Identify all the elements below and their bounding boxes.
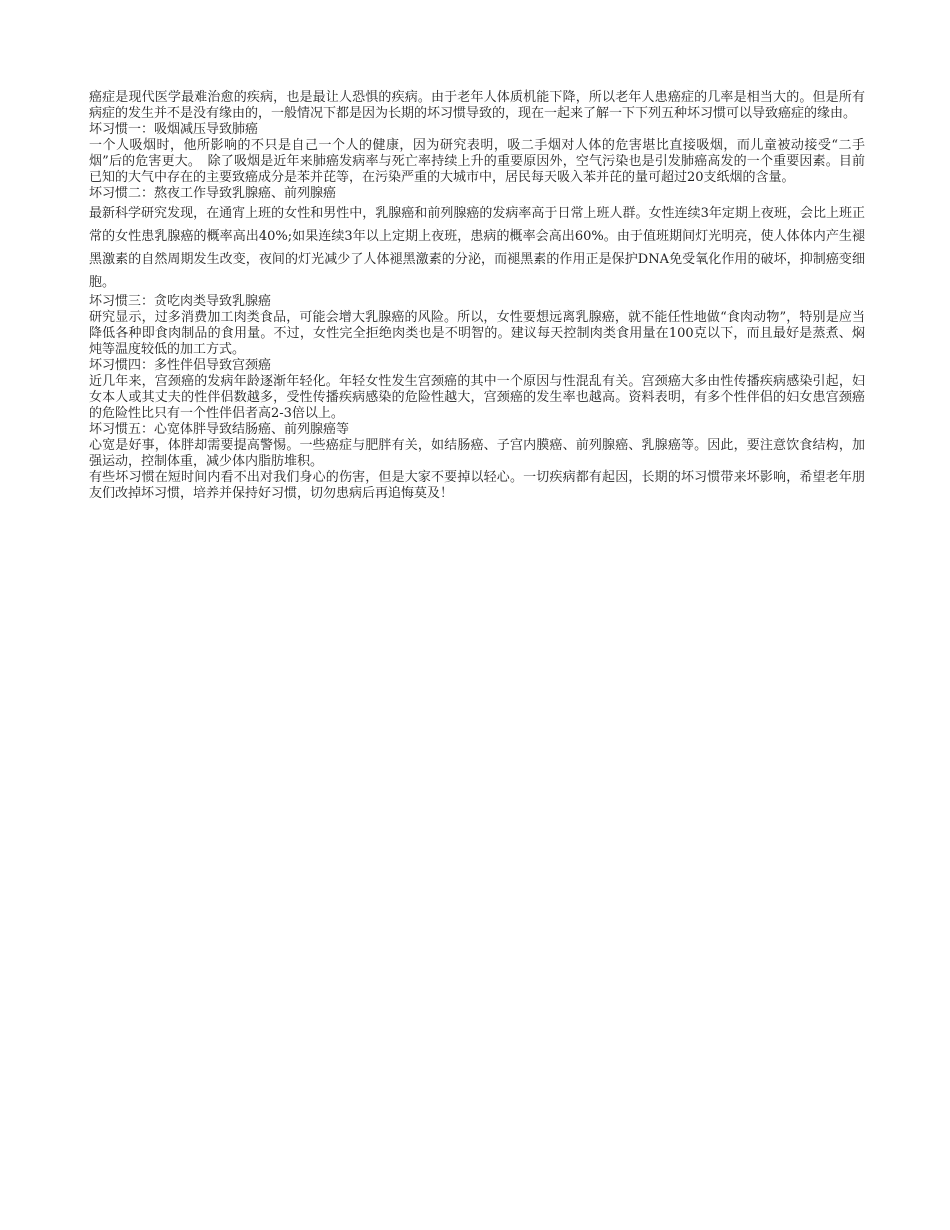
section-body-1: 一个人吸烟时，他所影响的不只是自己一个人的健康，因为研究表明，吸二手烟对人体的危害堪比直接吸烟，而儿童被动接受“二手烟”后的危害更大。 除了吸烟是近年来肺癌发病率与死亡率持续上升的重要原因外，空气污染也是引发肺癌高发的一个重要因素。目前已知的大气中存在的主要致癌成分是苯并芘等，在污染严重的大城市中，居民每天吸入苯并芘的量可超过20支纸烟的含量。 [89,138,865,185]
intro-paragraph: 癌症是现代医学最难治愈的疾病，也是最让人恐惧的疾病。由于老年人体质机能下降，所以老年人患癌症的几率是相当大的。但是所有病症的发生并不是没有缘由的，一般情况下都是因为长期的坏习惯导致的，现在一起来了解一下下列五种坏习惯可以导致癌症的缘由。 [89,90,865,121]
section-heading-3: 坏习惯三：贪吃肉类导致乳腺癌 [89,294,272,309]
section-heading-2: 坏习惯二：熬夜工作导致乳腺癌、前列腺癌 [89,186,337,201]
section-heading-5: 坏习惯五：心宽体胖导致结肠癌、前列腺癌等 [89,422,350,437]
section-body-5: 心宽是好事，体胖却需要提高警惕。一些癌症与肥胖有关，如结肠癌、子宫内膜癌、前列腺癌、乳腺癌等。因此，要注意饮食结构，加强运动，控制体重，减少体内脂肪堆积。 [89,438,865,469]
conclusion-paragraph: 有些坏习惯在短时间内看不出对我们身心的伤害，但是大家不要掉以轻心。一切疾病都有起因，长期的坏习惯带来坏影响，希望老年朋友们改掉坏习惯，培养并保持好习惯，切勿患病后再追悔莫及！ [89,470,865,501]
section-body-2: 最新科学研究发现，在通宵上班的女性和男性中，乳腺癌和前列腺癌的发病率高于日常上班人群。女性连续3年定期上夜班，会比上班正常的女性患乳腺癌的概率高出40%;如果连续3年以上定期上夜班，患病的概率会高出60%。由于值班期间灯光明亮，使人体体内产生褪黑激素的自然周期发生改变，夜间的灯光减少了人体褪黑激素的分泌，而褪黑素的作用正是保护DNA免受氧化作用的破坏，抑制癌变细胞。 [89,206,865,290]
section-body-4: 近几年来，宫颈癌的发病年龄逐渐年轻化。年轻女性发生宫颈癌的其中一个原因与性混乱有关。宫颈癌大多由性传播疾病感染引起，妇女本人或其丈夫的性伴侣数越多，受性传播疾病感染的危险性越大，宫颈癌的发生率也越高。资料表明，有多个性伴侣的妇女患宫颈癌的危险性比只有一个性伴侣者高2-3倍以上。 [89,374,865,421]
section-heading-4: 坏习惯四：多性伴侣导致宫颈癌 [89,358,272,373]
article [89,90,865,502]
section-body-3: 研究显示，过多消费加工肉类食品，可能会增大乳腺癌的风险。所以，女性要想远离乳腺癌，就不能任性地做“食肉动物”，特别是应当降低各种即食肉制品的食用量。不过，女性完全拒绝肉类也是不明智的。建议每天控制肉类食用量在100克以下，而且最好是蒸煮、焖炖等温度较低的加工方式。 [89,310,865,357]
section-heading-1: 坏习惯一：吸烟减压导致肺癌 [89,122,259,137]
